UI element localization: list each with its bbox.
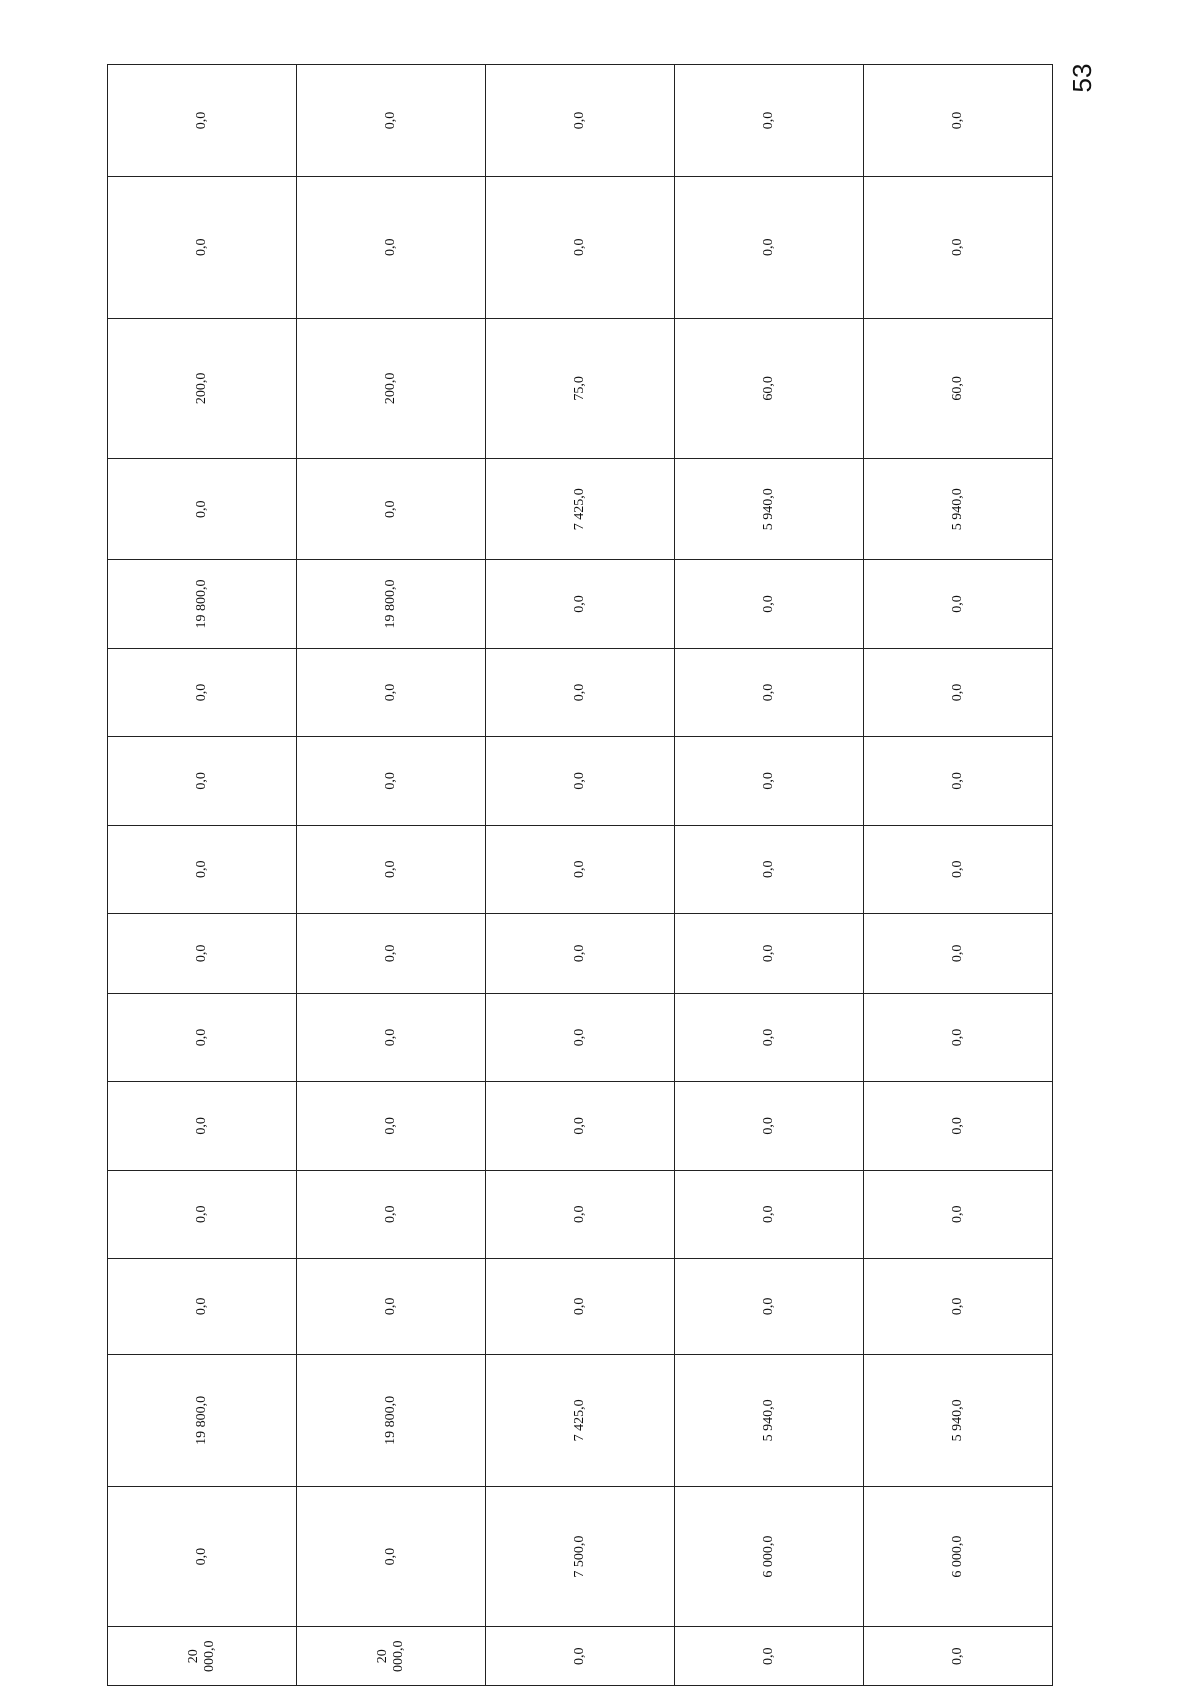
table-cell: 0,0 xyxy=(675,1258,864,1354)
table-cell: 0,0 xyxy=(486,737,675,825)
table-cell: 0,0 xyxy=(864,1170,1053,1258)
table-cell: 19 800,0 xyxy=(297,1354,486,1486)
table-cell: 0,0 xyxy=(864,825,1053,913)
table-cell: 75,0 xyxy=(486,318,675,459)
table-cell: 0,0 xyxy=(297,1170,486,1258)
table-cell: 0,0 xyxy=(675,560,864,648)
table-cell: 0,0 xyxy=(864,176,1053,318)
table-cell: 0,0 xyxy=(108,825,297,913)
table-cell: 19 800,0 xyxy=(297,560,486,648)
table-cell: 0,0 xyxy=(486,560,675,648)
table-cell: 0,0 xyxy=(864,913,1053,993)
table-cell: 0,0 xyxy=(864,1082,1053,1170)
table-cell: 5 940,0 xyxy=(864,1354,1053,1486)
table-cell: 0,0 xyxy=(297,1082,486,1170)
table-cell: 0,0 xyxy=(486,176,675,318)
table-cell: 6 000,0 xyxy=(864,1486,1053,1627)
table-cell: 0,0 xyxy=(675,737,864,825)
table-cell: 19 800,0 xyxy=(108,1354,297,1486)
table-cell: 0,0 xyxy=(486,1258,675,1354)
table-cell: 0,0 xyxy=(486,1170,675,1258)
table-cell: 0,0 xyxy=(108,1170,297,1258)
table-cell: 0,0 xyxy=(108,648,297,736)
table-cell: 0,0 xyxy=(108,65,297,177)
table-cell: 60,0 xyxy=(675,318,864,459)
table-cell: 7 500,0 xyxy=(486,1486,675,1627)
table-cell: 0,0 xyxy=(675,176,864,318)
table-cell: 0,0 xyxy=(864,737,1053,825)
table-cell: 0,0 xyxy=(864,1258,1053,1354)
page-number: 53 xyxy=(1067,63,1097,93)
data-table-frame xyxy=(107,64,1053,1686)
table-row xyxy=(297,65,486,1686)
table-cell: 5 940,0 xyxy=(675,459,864,560)
table-cell: 5 940,0 xyxy=(864,459,1053,560)
table-row xyxy=(108,65,297,1686)
table-cell: 0,0 xyxy=(486,65,675,177)
table-cell: 0,0 xyxy=(864,993,1053,1081)
table-cell: 20 000,0 xyxy=(108,1627,297,1686)
table-cell: 0,0 xyxy=(675,1170,864,1258)
table-cell: 0,0 xyxy=(675,1627,864,1686)
table-cell: 0,0 xyxy=(297,176,486,318)
table-cell: 0,0 xyxy=(675,825,864,913)
table-cell: 0,0 xyxy=(486,648,675,736)
table-cell: 0,0 xyxy=(297,913,486,993)
table-cell: 0,0 xyxy=(297,1486,486,1627)
table-cell: 0,0 xyxy=(486,1627,675,1686)
table-cell: 0,0 xyxy=(675,1082,864,1170)
table-cell: 19 800,0 xyxy=(108,560,297,648)
table-cell: 0,0 xyxy=(864,560,1053,648)
table-cell: 0,0 xyxy=(297,993,486,1081)
table-cell: 0,0 xyxy=(108,1486,297,1627)
table-cell: 0,0 xyxy=(297,737,486,825)
table-cell: 0,0 xyxy=(486,993,675,1081)
table-cell: 0,0 xyxy=(108,737,297,825)
table-cell: 0,0 xyxy=(675,648,864,736)
table-cell: 200,0 xyxy=(108,318,297,459)
table-cell: 0,0 xyxy=(108,993,297,1081)
table-cell: 0,0 xyxy=(297,459,486,560)
table-cell: 7 425,0 xyxy=(486,1354,675,1486)
table-cell: 0,0 xyxy=(486,825,675,913)
table-cell: 0,0 xyxy=(108,1258,297,1354)
table-cell: 0,0 xyxy=(675,65,864,177)
table-row xyxy=(864,65,1053,1686)
table-cell: 0,0 xyxy=(297,648,486,736)
table-cell: 0,0 xyxy=(108,913,297,993)
table-cell: 0,0 xyxy=(108,176,297,318)
table-cell: 0,0 xyxy=(486,1082,675,1170)
table-cell: 60,0 xyxy=(864,318,1053,459)
table-cell: 0,0 xyxy=(864,648,1053,736)
table-cell: 0,0 xyxy=(297,825,486,913)
table-cell: 0,0 xyxy=(297,1258,486,1354)
table-cell: 0,0 xyxy=(108,1082,297,1170)
table-cell: 6 000,0 xyxy=(675,1486,864,1627)
table-cell: 0,0 xyxy=(675,913,864,993)
table-cell: 7 425,0 xyxy=(486,459,675,560)
table-cell: 200,0 xyxy=(297,318,486,459)
table-row xyxy=(675,65,864,1686)
table-cell: 0,0 xyxy=(864,1627,1053,1686)
table-cell: 0,0 xyxy=(675,993,864,1081)
table-row xyxy=(486,65,675,1686)
table-cell: 0,0 xyxy=(864,65,1053,177)
table-cell: 20 000,0 xyxy=(297,1627,486,1686)
table-cell: 0,0 xyxy=(108,459,297,560)
table-cell: 0,0 xyxy=(486,913,675,993)
data-table xyxy=(107,64,1053,1686)
table-cell: 0,0 xyxy=(297,65,486,177)
table-cell: 5 940,0 xyxy=(675,1354,864,1486)
